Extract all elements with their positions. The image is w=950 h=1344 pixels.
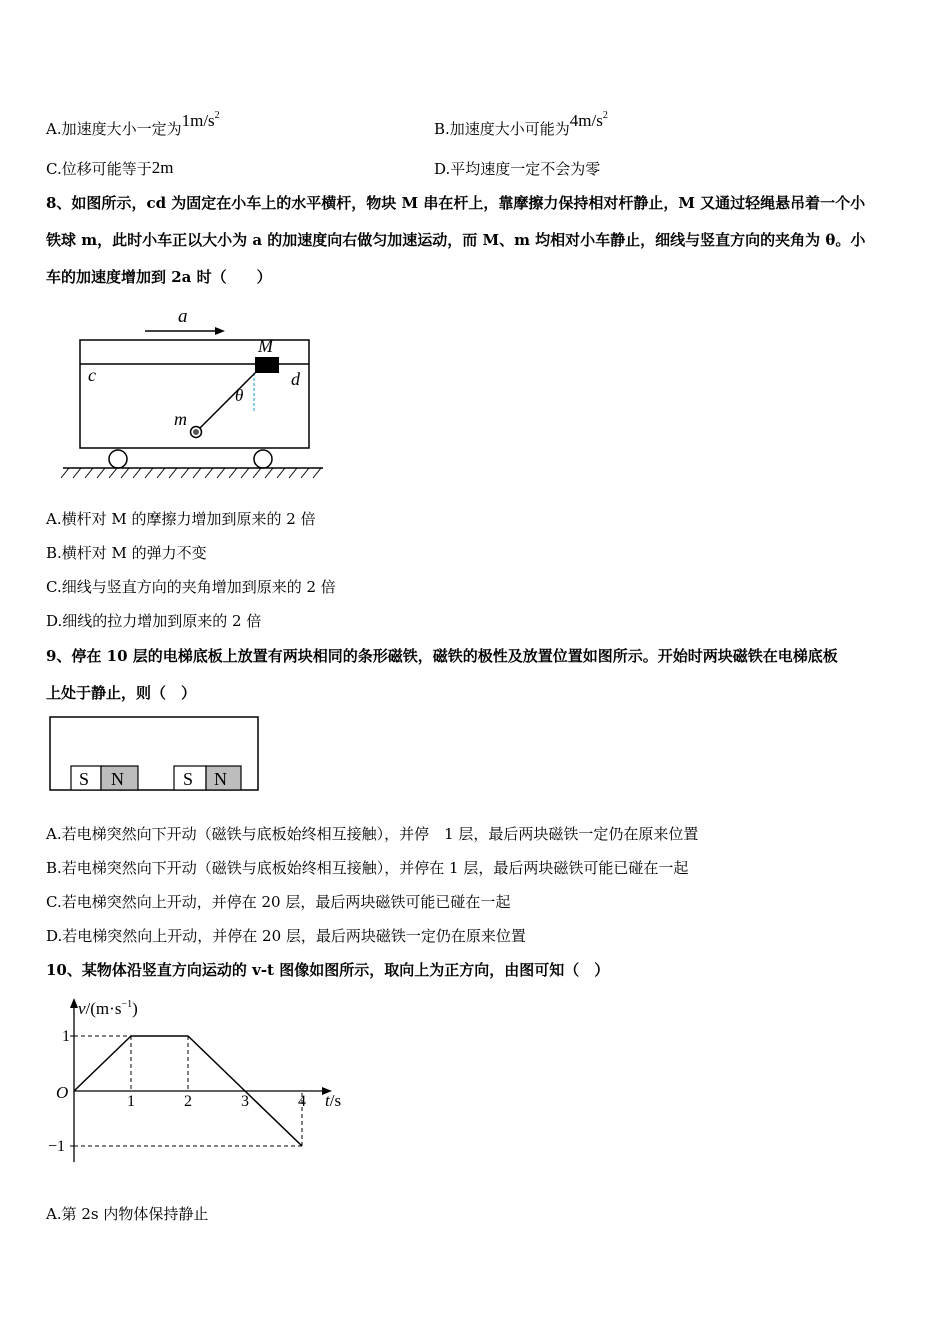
q7-option-b-text: B.加速度大小可能为 [434,120,570,138]
y-axis-arrow-icon [70,998,78,1008]
q7-option-c [46,159,173,179]
magnet-2-s-label: S [183,769,194,789]
label-theta: θ [235,386,244,405]
string [197,371,257,431]
q10-option-a: A.第 2s 内物体保持静止 [46,1205,209,1223]
q8-option-a: A.横杆对 M 的摩擦力增加到原来的 2 倍 [46,510,316,528]
q9-option-c: C.若电梯突然向上开动，并停在 20 层，最后两块磁铁可能已碰在一起 [46,893,511,911]
q8-option-b: B.横杆对 M 的弹力不变 [46,544,207,562]
q8-option-c: C.细线与竖直方向的夹角增加到原来的 2 倍 [46,578,336,596]
q7-option-b-value: $4m/s^2$ [569,110,608,130]
q8-option-d: D.细线的拉力增加到原来的 2 倍 [46,612,262,630]
label-c: c [88,365,96,385]
q8-stem-line2: 铁球 m，此时小车正以大小为 a 的加速度向右做匀加速运动，而 M、m 均相对小车静止，细线与竖直方向的夹角为 θ。小 [46,231,866,249]
q8-stem-line1: 8、如图所示，cd 为固定在小车上的水平横杆，物块 M 串在杆上，靠摩擦力保持相对杆静止，M 又通过轻绳悬吊着一个小 [46,194,866,212]
q9-stem-line1: 9、停在 10 层的电梯底板上放置有两块相同的条形磁铁，磁铁的极性及放置位置如图所示。开始时两块磁铁在电梯底板 [46,647,838,665]
q8-stem-line3: 车的加速度增加到 2a 时（ ） [46,268,272,286]
x-tick-label: 4 [298,1093,306,1110]
vt-chart [40,990,360,1170]
arrow-head-icon [215,327,225,335]
q7-option-a [46,110,220,139]
x-tick-label: 3 [241,1093,249,1110]
wheel-left [109,450,127,468]
q7-option-c-text: C.位移可能等于 [46,160,152,178]
label-a: a [178,306,188,327]
q9-option-d: D.若电梯突然向上开动，并停在 20 层，最后两块磁铁一定仍在原来位置 [46,927,526,945]
label-m: m [174,409,187,429]
magnet-1-n-label: N [111,769,124,789]
q9-option-b: B.若电梯突然向下开动（磁铁与底板始终相互接触），并停在 1 层，最后两块磁铁可能已碰在一起 [46,859,689,877]
x-axis-label: t/s [325,1091,342,1110]
q9-stem-line2: 上处于静止，则（ ） [46,684,197,702]
wheel-right [254,450,272,468]
block-M [255,357,279,373]
y-tick-label: −1 [48,1138,66,1155]
x-tick-label: 2 [184,1093,192,1110]
q7-option-a-text: A.加速度大小一定为 [46,120,182,138]
q7-option-d-text: D.平均速度一定不会为零 [434,160,601,178]
q10-stem: 10、某物体沿竖直方向运动的 v-t 图像如图所示，取向上为正方向，由图可知（ ） [46,961,610,979]
q7-option-b [434,110,608,139]
q9-option-a: A.若电梯突然向下开动（磁铁与底板始终相互接触），并停 1 层，最后两块磁铁一定仍在原来位置 [46,825,699,843]
ground-hatch [61,468,321,478]
q7-option-c-value: 2m [151,158,174,177]
x-tick-label: 1 [127,1093,135,1110]
y-axis-label: $v/(m\cdot s^{-1})$ [78,999,138,1018]
label-d: d [291,369,300,389]
q8-cart-figure [55,300,335,490]
magnet-1-s-label: S [79,769,90,789]
magnet-2-n-label: N [214,769,227,789]
label-M: M [258,336,273,356]
q7-option-a-value: $1m/s^2$ [181,110,220,130]
q7-option-d [434,159,600,179]
q9-elevator-figure [48,715,263,795]
origin-label: O [56,1083,69,1102]
y-tick-label: 1 [62,1028,70,1045]
